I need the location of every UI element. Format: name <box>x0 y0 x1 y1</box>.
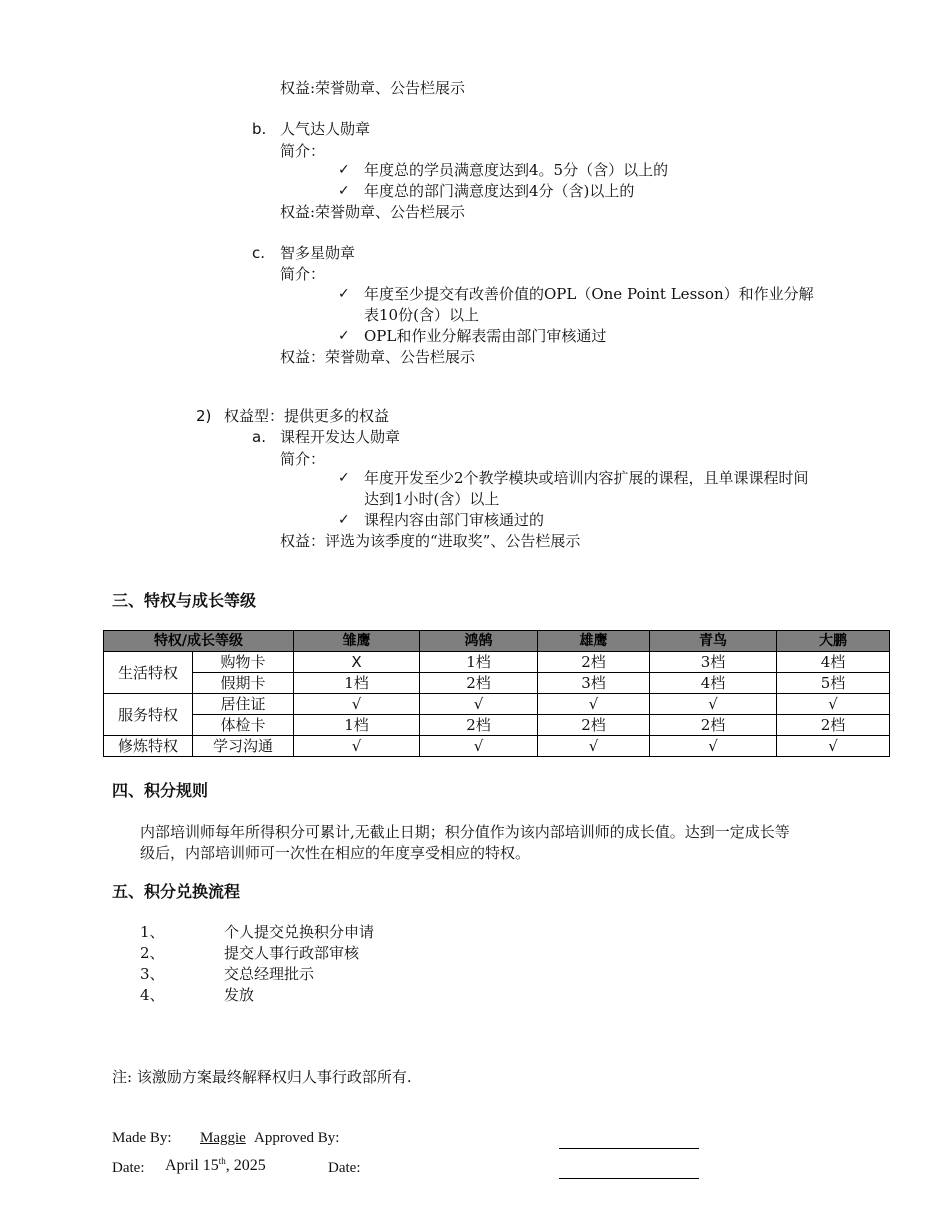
item-cell: 居住证 <box>193 694 294 715</box>
privilege-grade-table <box>103 630 890 757</box>
made-by-label: Made By: <box>112 1130 172 1146</box>
step-number: 3、 <box>140 965 165 983</box>
table-row <box>104 694 890 715</box>
value-cell: 1档 <box>420 652 538 673</box>
item-cell: 假期卡 <box>193 673 294 694</box>
table-row <box>104 673 890 694</box>
badge-c-bullet-2: ✓ OPL和作业分解表需由部门审核通过 <box>364 326 606 346</box>
table-row <box>104 652 890 673</box>
type2-bullet-1-cont: 达到1小时(含）以上 <box>364 490 500 508</box>
badge-b-marker: b. <box>252 120 267 138</box>
date-sup: th <box>218 1156 226 1166</box>
table-row <box>104 715 890 736</box>
step-text: 发放 <box>224 986 255 1004</box>
section3-title: 三、特权与成长等级 <box>112 591 257 610</box>
value-cell: 2档 <box>538 715 650 736</box>
value-cell: √ <box>538 694 650 715</box>
value-cell: 2档 <box>650 715 777 736</box>
approved-date-signature-line <box>559 1178 699 1179</box>
item-cell: 购物卡 <box>193 652 294 673</box>
section4-paragraph-line-2: 级后，内部培训师可一次性在相应的年度享受相应的特权。 <box>140 844 531 862</box>
step-number: 2、 <box>140 944 165 962</box>
table-header-cell: 特权/成长等级 <box>104 631 294 652</box>
made-date <box>165 1156 266 1176</box>
value-cell: 1档 <box>294 715 420 736</box>
value-cell: 4档 <box>777 652 890 673</box>
table-header-cell: 雏鹰 <box>294 631 420 652</box>
value-cell: √ <box>420 694 538 715</box>
type2-badge-name: 课程开发达人勋章 <box>280 428 401 446</box>
table-header-cell: 鸿鹄 <box>420 631 538 652</box>
value-cell: √ <box>650 736 777 757</box>
type2-bullet-2: ✓ 课程内容由部门审核通过的 <box>364 510 544 530</box>
badge-c-name: 智多星勋章 <box>280 244 356 262</box>
badge-b-bullet-2: ✓ 年度总的部门满意度达到4分（含)以上的 <box>364 181 634 201</box>
value-cell: √ <box>538 736 650 757</box>
type2-badge-rights: 权益：评选为该季度的“进取奖”、公告栏展示 <box>280 532 581 550</box>
value-cell: √ <box>777 736 890 757</box>
badge-c-rights: 权益：荣誉勋章、公告栏展示 <box>280 348 476 366</box>
value-cell: 2档 <box>420 715 538 736</box>
value-cell: √ <box>294 736 420 757</box>
step-text: 交总经理批示 <box>224 965 315 983</box>
type2-badge-marker: a. <box>252 428 266 446</box>
badge-b-intro: 简介： <box>280 142 326 160</box>
step-number: 1、 <box>140 923 165 941</box>
approved-by-signature-line <box>559 1148 699 1149</box>
badge-b-name: 人气达人勋章 <box>280 120 371 138</box>
value-cell: √ <box>294 694 420 715</box>
approved-by-label: Approved By: <box>254 1130 340 1146</box>
group-cell: 修炼特权 <box>104 736 193 757</box>
section4-title: 四、积分规则 <box>112 781 209 800</box>
value-cell: 2档 <box>777 715 890 736</box>
step-text: 个人提交兑换积分申请 <box>224 923 375 941</box>
type2-badge-intro: 简介： <box>280 450 326 468</box>
made-by-name: Maggie <box>200 1130 246 1146</box>
date-label: Date: <box>112 1160 145 1176</box>
type2-marker: 2) <box>196 407 212 425</box>
table-header-row <box>104 631 890 652</box>
badge-c-intro: 简介： <box>280 265 326 283</box>
table-row <box>104 736 890 757</box>
date-prefix: April 15 <box>165 1157 219 1174</box>
value-cell: √ <box>650 694 777 715</box>
footnote: 注: 该激励方案最终解释权归人事行政部所有. <box>112 1068 412 1086</box>
badge-a-rights: 权益:荣誉勋章、公告栏展示 <box>280 79 466 97</box>
badge-c-bullet-1: ✓ 年度至少提交有改善价值的OPL（One Point Lesson）和作业分解 <box>364 284 814 304</box>
step-text: 提交人事行政部审核 <box>224 944 360 962</box>
value-cell: 2档 <box>420 673 538 694</box>
value-cell: 2档 <box>538 652 650 673</box>
item-cell: 体检卡 <box>193 715 294 736</box>
badge-b-bullet-1: ✓ 年度总的学员满意度达到4。5分（含）以上的 <box>364 160 668 180</box>
section5-title: 五、积分兑换流程 <box>112 882 241 901</box>
group-cell: 服务特权 <box>104 694 193 736</box>
type2-title: 权益型：提供更多的权益 <box>224 407 390 425</box>
value-cell: 1档 <box>294 673 420 694</box>
value-cell: √ <box>777 694 890 715</box>
table-header-cell: 雄鹰 <box>538 631 650 652</box>
approved-date-label: Date: <box>328 1160 361 1176</box>
item-cell: 学习沟通 <box>193 736 294 757</box>
table-header-cell: 大鹏 <box>777 631 890 652</box>
group-cell: 生活特权 <box>104 652 193 694</box>
table-header-cell: 青鸟 <box>650 631 777 652</box>
value-cell: 4档 <box>650 673 777 694</box>
badge-c-marker: c. <box>252 244 266 262</box>
value-cell: 3档 <box>650 652 777 673</box>
badge-b-rights: 权益:荣誉勋章、公告栏展示 <box>280 203 466 221</box>
value-cell: 5档 <box>777 673 890 694</box>
value-cell: X <box>294 652 420 673</box>
date-suffix: , 2025 <box>225 1157 266 1174</box>
type2-bullet-1: ✓ 年度开发至少2个教学模块或培训内容扩展的课程，且单课课程时间 <box>364 468 809 488</box>
step-number: 4、 <box>140 986 165 1004</box>
badge-c-bullet-1-cont: 表10份(含）以上 <box>364 306 479 324</box>
section4-paragraph-line-1: 内部培训师每年所得积分可累计,无截止日期；积分值作为该内部培训师的成长值。达到一定成长等 <box>140 823 790 841</box>
value-cell: √ <box>420 736 538 757</box>
value-cell: 3档 <box>538 673 650 694</box>
